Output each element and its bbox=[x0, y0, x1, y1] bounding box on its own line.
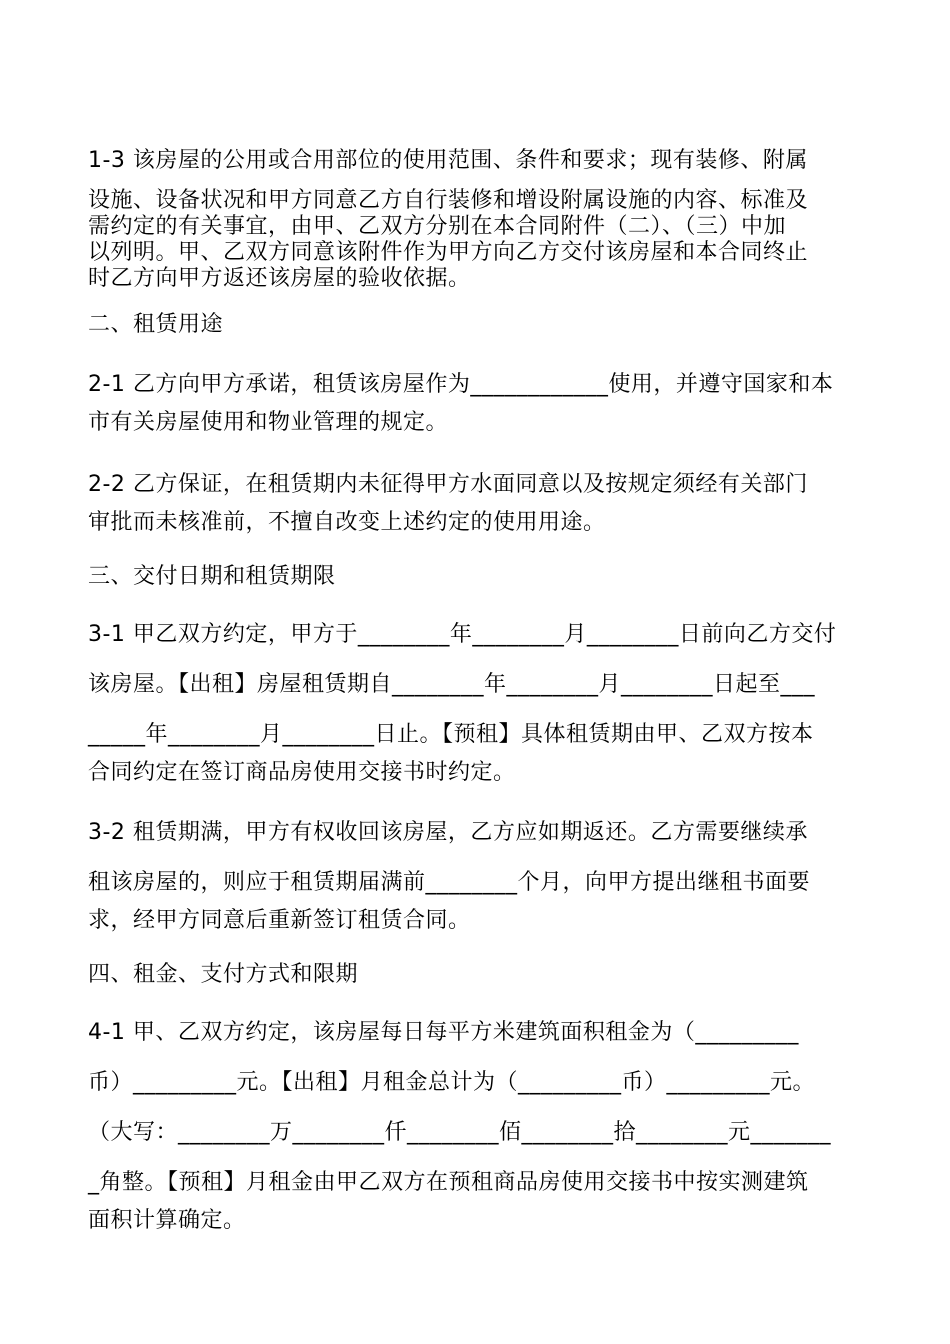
clause-1-3-line-5: 时乙方向甲方返还该房屋的验收依据。 bbox=[88, 266, 471, 291]
clause-3-1-line-3: _____年________月________日止。【预租】具体租赁期由甲、乙双方按本 bbox=[88, 722, 814, 747]
clause-3-2-line-3: 求，经甲方同意后重新签订租赁合同。 bbox=[88, 908, 471, 933]
clause-3-2-line-1: 3-2 租赁期满，甲方有权收回该房屋，乙方应如期返还。乙方需要继续承 bbox=[88, 820, 808, 845]
clause-2-2-line-1: 2-2 乙方保证，在租赁期内未征得甲方水面同意以及按规定须经有关部门 bbox=[88, 472, 808, 497]
clause-4-1-line-2: 币）_________元。【出租】月租金总计为（_________币）_________元。 bbox=[88, 1070, 816, 1095]
clause-1-3-line-2: 设施、设备状况和甲方同意乙方自行装修和增设附属设施的内容、标准及 bbox=[88, 188, 809, 213]
section-2-title: 二、租赁用途 bbox=[88, 312, 224, 337]
clause-1-3-line-3: 需约定的有关事宜，由甲、乙双方分别在本合同附件（二）、（三）中加 bbox=[88, 214, 787, 239]
section-4-title: 四、租金、支付方式和限期 bbox=[88, 962, 359, 987]
clause-3-1-line-2: 该房屋。【出租】房屋租赁期自________年________月________日起至___ bbox=[88, 672, 816, 697]
clause-3-1-line-4: 合同约定在签订商品房使用交接书时约定。 bbox=[88, 760, 516, 785]
clause-3-1-line-1: 3-1 甲乙双方约定，甲方于________年________月________日前向乙方交付 bbox=[88, 622, 837, 647]
clause-1-3-line-1: 1-3 该房屋的公用或合用部位的使用范围、条件和要求；现有装修、附属 bbox=[88, 148, 808, 173]
clause-2-1-line-2: 市有关房屋使用和物业管理的规定。 bbox=[88, 410, 449, 435]
clause-2-1-line-1: 2-1 乙方向甲方承诺，租赁该房屋作为____________使用，并遵守国家和本 bbox=[88, 372, 834, 397]
clause-2-2-line-2: 审批而未核准前，不擅自改变上述约定的使用用途。 bbox=[88, 510, 606, 535]
clause-4-1-line-3: （大写：________万________仟________佰________拾________元_______ bbox=[88, 1120, 832, 1145]
clause-4-1-line-5: 面积计算确定。 bbox=[88, 1208, 246, 1233]
clause-1-3-line-4: 以列明。甲、乙双方同意该附件作为甲方向乙方交付该房屋和本合同终止 bbox=[88, 240, 809, 265]
clause-4-1-line-4: _角整。【预租】月租金由甲乙双方在预租商品房使用交接书中按实测建筑 bbox=[88, 1170, 809, 1195]
clause-4-1-line-1: 4-1 甲、乙双方约定，该房屋每日每平方米建筑面积租金为（_________ bbox=[88, 1020, 799, 1045]
section-3-title: 三、交付日期和租赁期限 bbox=[88, 564, 336, 589]
clause-3-2-line-2: 租该房屋的，则应于租赁期届满前________个月，向甲方提出继租书面要 bbox=[88, 870, 811, 895]
